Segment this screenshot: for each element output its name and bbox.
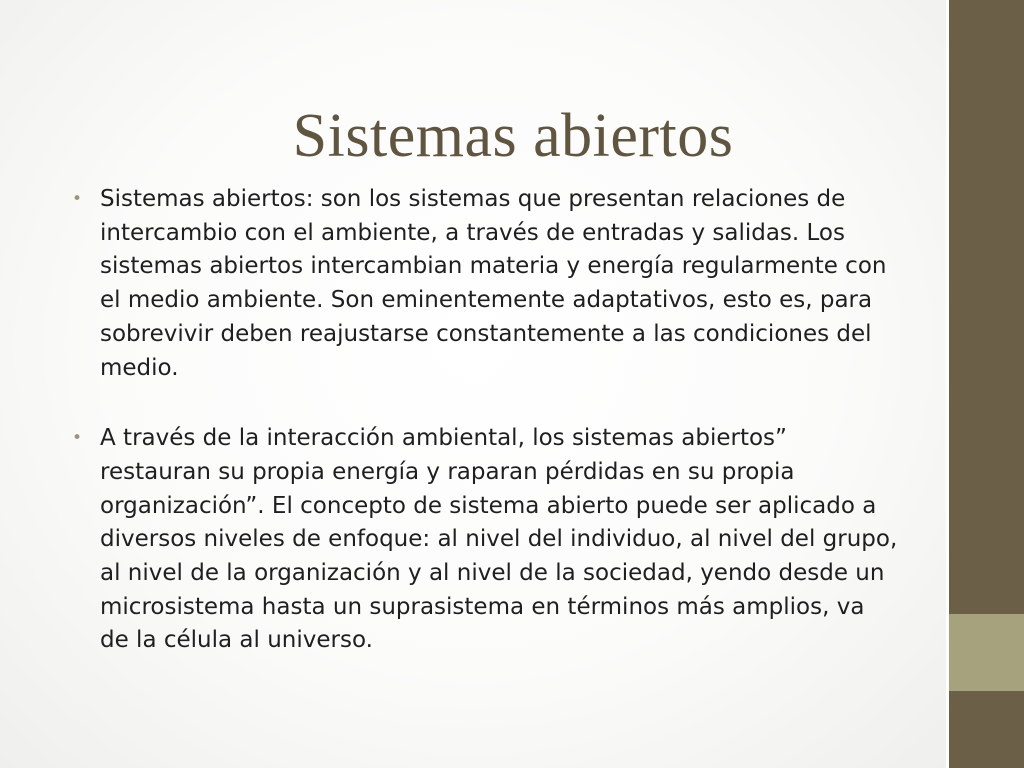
decorative-side-accent: [949, 614, 1024, 691]
bullet-text: Sistemas abiertos: son los sistemas que presentan relaciones de intercambio con el ambiente, a través de entradas y salidas. Los sistemas abiertos intercambian materia y energía regularmente con el medio ambiente. Son eminentemente adaptativos, esto es, para sobrevivir deben reajustarse constantemente a las condiciones del medio.: [100, 186, 887, 381]
bullet-dot-icon: •: [72, 428, 83, 449]
slide-title: Sistemas abiertos: [292, 102, 734, 170]
decorative-side-bar: [946, 0, 1024, 768]
bullet-text: A través de la interacción ambiental, los sistemas abiertos” restauran su propia energía y raparan pérdidas en su propia organización”. El concepto de sistema abierto puede ser aplicado a diversos niveles de enfoque: al nivel del individuo, al nivel del grupo, al nivel de la organización y al nivel de la sociedad, yendo desde un microsistema hasta un suprasistema en términos más amplios, va de la célula al universo.: [100, 425, 898, 654]
bullet-dot-icon: •: [72, 189, 83, 209]
bullet-item: [72, 422, 900, 658]
bullet-list: [72, 183, 900, 695]
bullet-item: [72, 183, 900, 385]
